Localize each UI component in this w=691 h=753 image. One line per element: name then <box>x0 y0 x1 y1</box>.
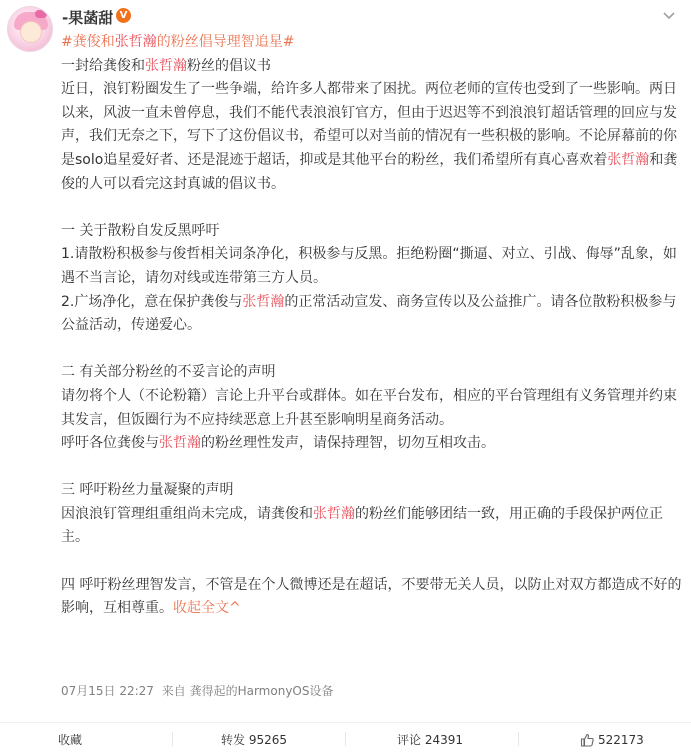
post-meta <box>61 682 337 699</box>
action-divider <box>518 732 519 746</box>
chevron-down-icon[interactable] <box>662 8 676 22</box>
highlight-name: 张哲瀚 <box>159 435 201 452</box>
highlight-name: 张哲瀚 <box>607 151 650 168</box>
section-2-point-2: 呼吁各位龚俊与张哲瀚的粉丝理性发声，请保持理智，切勿互相攻击。 <box>61 435 495 452</box>
highlight-name: 张哲瀚 <box>145 57 187 74</box>
thumbs-up-icon <box>580 733 594 747</box>
repost-button[interactable]: 转发 95265 <box>221 733 287 747</box>
action-bar <box>0 722 691 753</box>
post-title: 一封给龚俊和张哲瀚粉丝的倡议书 <box>61 57 271 74</box>
section-1-point-2: 2.广场净化，意在保护龚俊与张哲瀚的正常活动宣发、商务宣传以及公益推广。请各位散粉积极参与公益活动，传递爱心。 <box>61 293 677 334</box>
favorite-button[interactable]: 收藏 <box>58 733 83 747</box>
section-3-point-1: 因浪浪钉管理组重组尚未完成，请龚俊和张哲瀚的粉丝们能够团结一致，用正确的手段保护两位正主。 <box>61 505 663 546</box>
verified-badge-icon: V <box>116 8 131 23</box>
highlight-name: 张哲瀚 <box>242 293 285 310</box>
action-divider <box>172 732 173 746</box>
highlight-name: 张哲瀚 <box>313 505 355 522</box>
topic-link[interactable]: #龚俊和张哲瀚的粉丝倡导理智追星# <box>61 34 295 50</box>
section-2-point-1: 请勿将个人（不论粉籍）言论上升平台或群体。如在平台发布，相应的平台管理组有义务管理并约束其发言，但饭圈行为不应持续恶意上升甚至影响明星商务活动。 <box>61 387 677 428</box>
post-time[interactable]: 07月15日 22:27 <box>61 684 154 698</box>
intro-paragraph: 近日，浪钉粉圈发生了一些争端，给许多人都带来了困扰。两位老师的宣传也受到了一些影响。两日以来，风波一直未曾停息，我们不能代表浪浪钉官方，但由于迟迟等不到浪浪钉超话管理的回应与发声，我们无奈之下，写下了这份倡议书，希望可以对当前的情况有一些积极的影响。不论屏幕前的你是solo追星爱好者、还是混迹于超话，抑或是其他平台的粉丝，我们希望所有真心喜欢着张哲瀚和龚俊的人可以看完这封真诚的倡议书。 <box>61 81 678 192</box>
comment-button[interactable]: 评论 24391 <box>397 733 463 747</box>
username[interactable]: -果菡甜 <box>62 9 114 27</box>
like-count: 522173 <box>598 733 644 747</box>
post-source: 来自 龚得起的HarmonyOS设备 <box>161 684 334 698</box>
section-1-point-1: 1.请散粉积极参与俊哲相关词条净化，积极参与反黑。拒绝粉圈“撕逼、对立、引战、侮辱”乱象，如遇不当言论，请勿对线或连带第三方人员。 <box>61 246 677 286</box>
avatar-bow <box>35 10 47 18</box>
section-1-title: 一 关于散粉自发反黑呼吁 <box>61 222 220 239</box>
avatar[interactable] <box>7 6 53 52</box>
post-content <box>61 31 689 621</box>
collapse-text-link[interactable]: 收起全文^ <box>173 600 241 617</box>
section-3-title: 三 呼吁粉丝力量凝聚的声明 <box>61 482 234 499</box>
avatar-face <box>20 21 42 43</box>
section-4-paragraph: 四 呼吁粉丝理智发言，不管是在个人微博还是在超话，不要带无关人员，以防止对双方都造成不好的影响，互相尊重。收起全文^ <box>61 576 682 617</box>
action-divider <box>345 732 346 746</box>
like-button[interactable] <box>580 732 644 748</box>
section-2-title: 二 有关部分粉丝的不妥言论的声明 <box>61 364 276 381</box>
